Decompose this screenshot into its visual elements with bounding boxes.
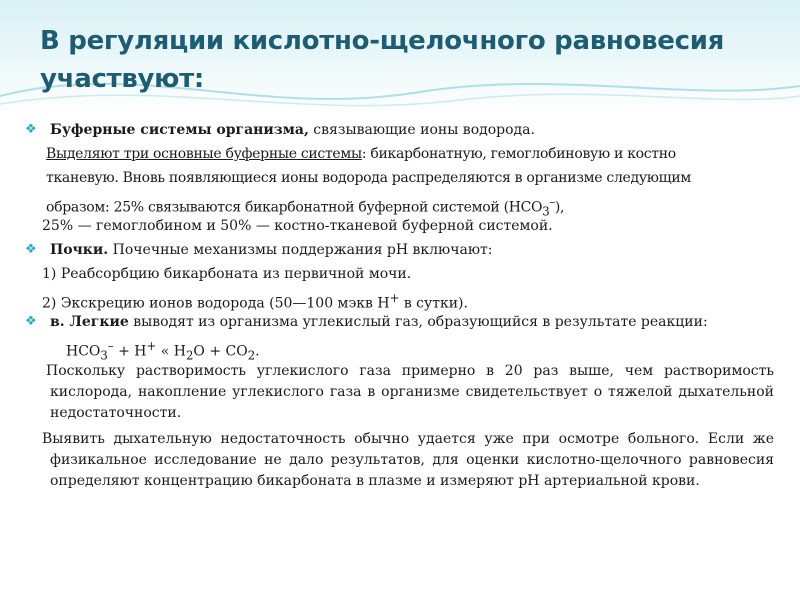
four-pointed-star-icon: ❖ (25, 122, 37, 137)
buffer-underlined: Выделяют три основные буферные системы (46, 146, 362, 162)
buffer-title: Буферные системы организма, (50, 122, 309, 138)
kidneys-item-2: 2) Экскрецию ионов водорода (50—100 мэкв Н+ в сутки). (42, 291, 468, 312)
buffer-line-2 (22, 142, 774, 166)
buffer-line-3: тканевую. Вновь появляющиеся ионы водорода распределяются в организме следующим (46, 170, 692, 186)
slide-body (22, 116, 774, 492)
slide-title: В регуляции кислотно-щелочного равновесия участвуют: (40, 26, 725, 94)
kidneys-item-1: 1) Реабсорбцию бикарбоната из первичной мочи. (42, 266, 412, 282)
lungs-paragraph-2: Выявить дыхательную недостаточность обычно удается уже при осмотре больного. Если же физикальное исследование не дало результатов, для оценки кислотно-щелочного равновесия определяют концентрацию бикарбоната в плазме и измеряют рН артериальной крови. (42, 431, 774, 489)
four-pointed-star-icon: ❖ (25, 242, 37, 257)
buffer-rest: связывающие ионы водорода. (308, 122, 535, 138)
lungs-paragraph-1: Поскольку растворимость углекислого газа примерно в 20 раз выше, чем растворимость кислорода, накопление углекислого газа в организме свидетельствует о тяжелой дыхательной недостаточности. (46, 363, 774, 421)
kidneys-rest: Почечные механизмы поддержания рН включают: (108, 242, 493, 258)
lungs-rest: выводят из организма углекислый газ, образующийся в результате реакции: (128, 314, 708, 330)
buffer-line-2-text: : бикарбонатную, гемоглобиновую и костно (361, 146, 676, 162)
four-pointed-star-icon: ❖ (25, 314, 37, 329)
buffer-line-4: образом: 25% связываются бикарбонатной буферной системой $(НСО_3^-)$, (46, 195, 565, 219)
kidneys-bullet (22, 238, 774, 262)
buffer-bullet (22, 118, 774, 142)
lungs-bullet (22, 310, 774, 334)
buffer-line-5: 25% — гемоглобином и 50% — костно-тканевой буферной системой. (42, 218, 553, 234)
kidneys-title: Почки. (50, 242, 109, 258)
lungs-equation: $НСО_3^- + Н^+$ « $Н_2О + СО_2$. (66, 339, 260, 363)
lungs-title: в. Легкие (50, 314, 129, 330)
